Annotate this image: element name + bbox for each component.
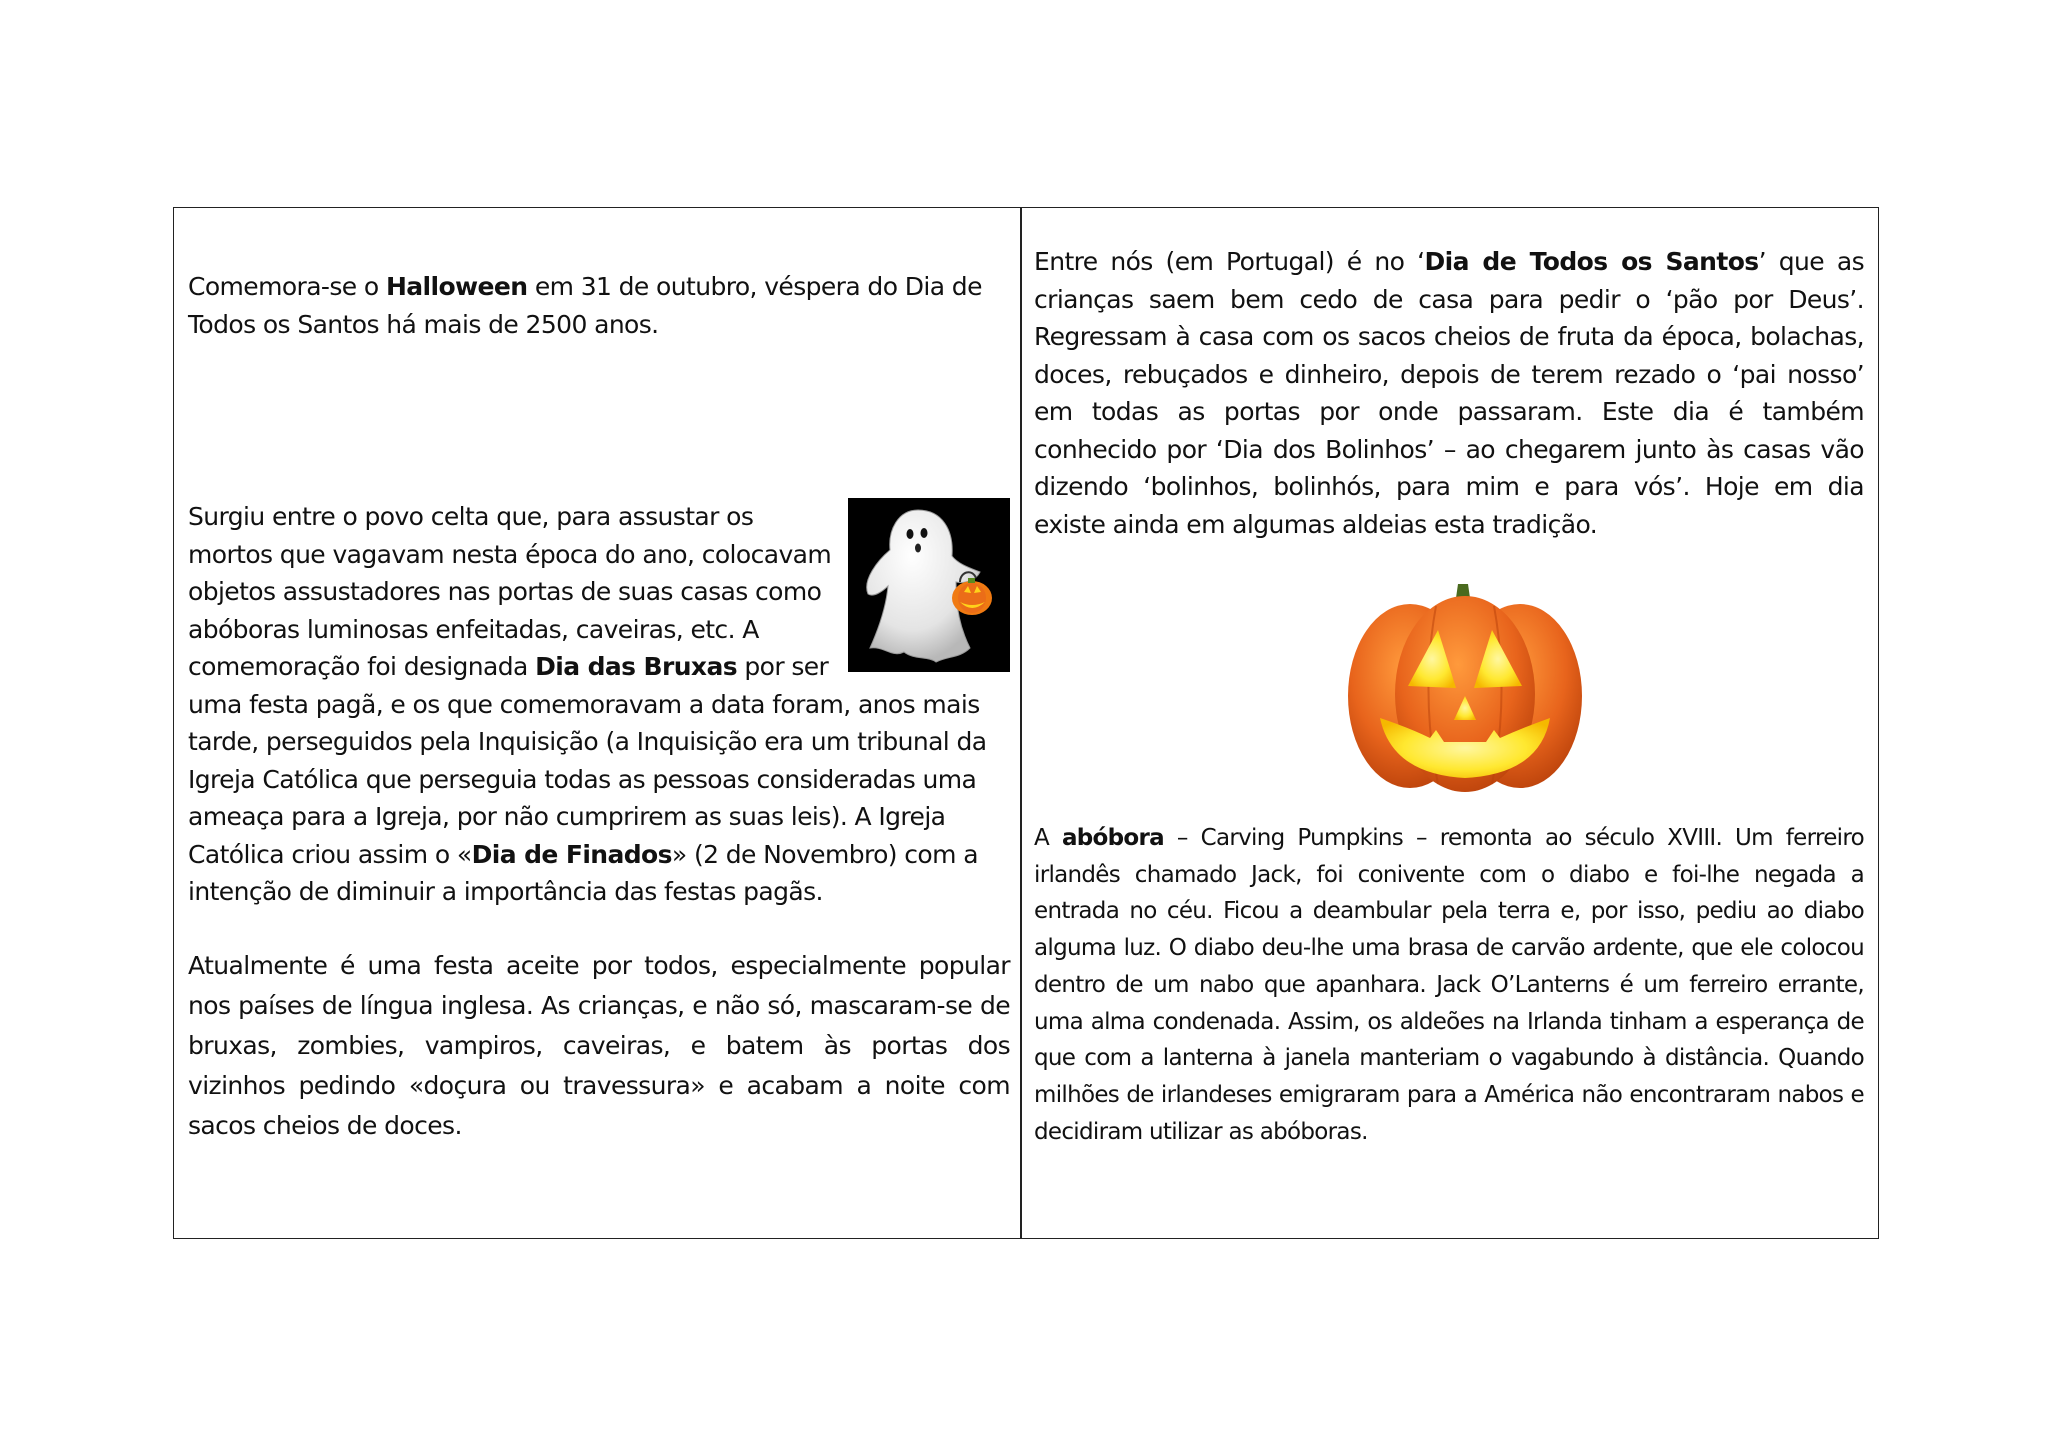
- left-cell: [174, 208, 1020, 1238]
- right-cell: [1022, 208, 1878, 1238]
- document-table: [173, 207, 1879, 1239]
- abobora-bold: abóbora: [1061, 825, 1164, 851]
- abobora-paragraph: A abóbora – Carving Pumpkins – remonta ao século XVIII. Um ferreiro irlandês chamado Jack, foi conivente com o diabo e foi-lhe negada a entrada no céu. Ficou a deambular pela terra e, por isso, pediu ao diabo alguma luz. O diabo deu-lhe uma brasa de carvão ardente, que ele colocou dentro de um nabo que apanhara. Jack O’Lanterns é um ferreiro errante, uma alma condenada. Assim, os aldeões na Irlanda tinham a esperança de que com a lanterna à janela manteriam o vagabundo à distância. Quando milhões de irlandeses emigraram para a América não encontraram nabos e decidiram utilizar as abóboras.: [1034, 825, 1864, 1145]
- pumpkin-image: [1340, 578, 1590, 796]
- dia-de-finados-bold: Dia de Finados: [471, 839, 672, 869]
- ghost-image: [848, 498, 1010, 672]
- intro-paragraph: Comemora-se o Halloween em 31 de outubro, véspera do Dia de Todos os Santos há mais de 2500 anos.: [188, 272, 982, 339]
- halloween-bold: Halloween: [385, 272, 528, 301]
- dia-de-todos-os-santos-bold: Dia de Todos os Santos: [1424, 247, 1759, 276]
- atualmente-paragraph: Atualmente é uma festa aceite por todos, especialmente popular nos países de língua inglesa. As crianças, e não só, mascaram-se de bruxas, zombies, vampiros, caveiras, e batem às portas dos vizinhos pedindo «doçura ou travessura» e acabam a noite com sacos cheios de doces.: [188, 951, 1010, 1140]
- dia-das-bruxas-bold: Dia das Bruxas: [535, 652, 738, 681]
- portugal-paragraph: Entre nós (em Portugal) é no ‘Dia de Todos os Santos’ que as crianças saem bem cedo de casa para pedir o ‘pão por Deus’. Regressam à casa com os sacos cheios de fruta da época, bolachas, doces, rebuçados e dinheiro, depois de terem rezado o ‘pai nosso’ em todas as portas por onde passaram. Este dia é também conhecido por ‘Dia dos Bolinhos’ – ao chegarem junto às casas vão dizendo ‘bolinhos, bolinhós, para mim e para vós’. Hoje em dia existe ainda em algumas aldeias esta tradição.: [1034, 247, 1864, 539]
- celtic-origin-paragraph: Surgiu entre o povo celta que, para assustar os mortos que vagavam nesta época do ano, colocavam objetos assustadores nas portas de suas casas como abóboras luminosas enfeitadas, caveiras, etc. A comemoração foi designada Dia das Bruxas por ser uma festa pagã, e os que comemoravam a data foram, anos mais tarde, perseguidos pela Inquisição (a Inquisição era um tribunal da Igreja Católica que perseguia todas as pessoas consideradas uma ameaça para a Igreja, por não cumprirem as suas leis). A Igreja Católica criou assim o «Dia de Finados» (2 de Novembro) com a intenção de diminuir a importância das festas pagãs.: [188, 498, 1010, 911]
